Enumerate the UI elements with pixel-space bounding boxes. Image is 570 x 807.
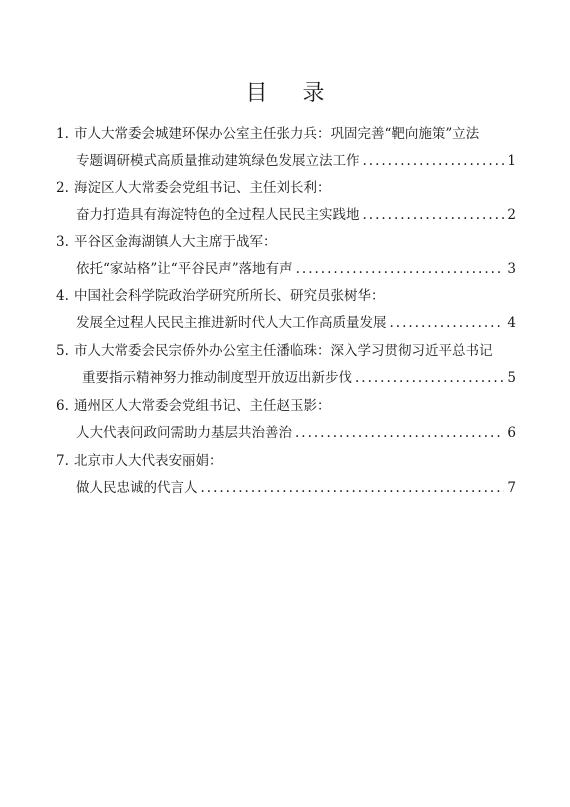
toc-entry-heading [56, 397, 331, 415]
toc-entry-heading [56, 287, 385, 305]
toc-entry-number: 1. [56, 126, 69, 142]
toc-entry-number: 6. [56, 398, 69, 414]
toc-entry-subtitle-line [76, 314, 516, 332]
toc-entry-number: 4. [56, 288, 69, 304]
toc-entry-number: 5. [56, 343, 69, 359]
toc-entry-heading [56, 179, 331, 197]
toc-entry-heading-text: 海淀区人大常委会党组书记、主任刘长利： [74, 180, 331, 196]
toc-entry-heading-text: 中国社会科学院政治学研究所所长、研究员张树华： [74, 288, 385, 304]
toc-entry-subtitle: 专题调研模式高质量推动建筑绿色发展立法工作 [76, 153, 360, 169]
toc-entry-number: 2. [56, 180, 69, 196]
toc-entry-page-number: 6 [507, 425, 516, 441]
toc-entry-page-number: 2 [507, 207, 516, 223]
toc-entry-subtitle: 依托“家站格”让“平谷民声”落地有声 [76, 261, 293, 277]
toc-entry-subtitle-line [82, 369, 516, 387]
toc-entry-subtitle-line [76, 424, 516, 442]
dot-leader [296, 260, 505, 278]
toc-entry-number: 3. [56, 234, 69, 250]
toc-entry-heading-text: 北京市人大代表安丽娟： [74, 453, 223, 469]
toc-entry-subtitle: 人大代表问政问需助力基层共治善治 [76, 425, 292, 441]
dot-leader [295, 424, 504, 442]
toc-entry-subtitle-line [76, 152, 516, 170]
toc-entry-subtitle: 重要指示精神努力推动制度型开放迈出新步伐 [82, 370, 352, 386]
toc-entry-heading-text: 市人大常委会城建环保办公室主任张力兵：巩固完善“靶向施策”立法 [74, 126, 480, 142]
toc-entry-page-number: 7 [507, 480, 516, 496]
dot-leader [355, 369, 504, 387]
dot-leader [363, 206, 505, 224]
page-title: 目 录 [245, 81, 339, 106]
toc-entry-subtitle-line [76, 479, 516, 497]
toc-entry-subtitle: 发展全过程人民民主推进新时代人大工作高质量发展 [76, 315, 387, 331]
toc-entry-page-number: 4 [507, 315, 516, 331]
toc-entry-heading [56, 125, 479, 143]
toc-entry-subtitle: 做人民忠诚的代言人 [76, 480, 198, 496]
toc-entry-page-number: 5 [507, 370, 516, 386]
toc-entry-heading-text: 通州区人大常委会党组书记、主任赵玉影： [74, 398, 331, 414]
dot-leader [363, 152, 505, 170]
toc-entry-heading-text: 平谷区金海湖镇人大主席于战军： [74, 234, 277, 250]
toc-entry-subtitle-line [76, 206, 516, 224]
toc-entry-heading-text: 市人大常委会民宗侨外办公室主任潘临珠：深入学习贯彻习近平总书记 [74, 343, 493, 359]
toc-entry-subtitle-line [76, 260, 516, 278]
toc-entry-heading [56, 452, 223, 470]
toc-entry-page-number: 3 [507, 261, 516, 277]
toc-entry-number: 7. [56, 453, 69, 469]
dot-leader [390, 314, 505, 332]
toc-entry-subtitle: 奋力打造具有海淀特色的全过程人民民主实践地 [76, 207, 360, 223]
toc-entry-heading [56, 233, 277, 251]
toc-entry-page-number: 1 [507, 153, 516, 169]
toc-entry-heading [56, 342, 493, 360]
dot-leader [201, 479, 505, 497]
